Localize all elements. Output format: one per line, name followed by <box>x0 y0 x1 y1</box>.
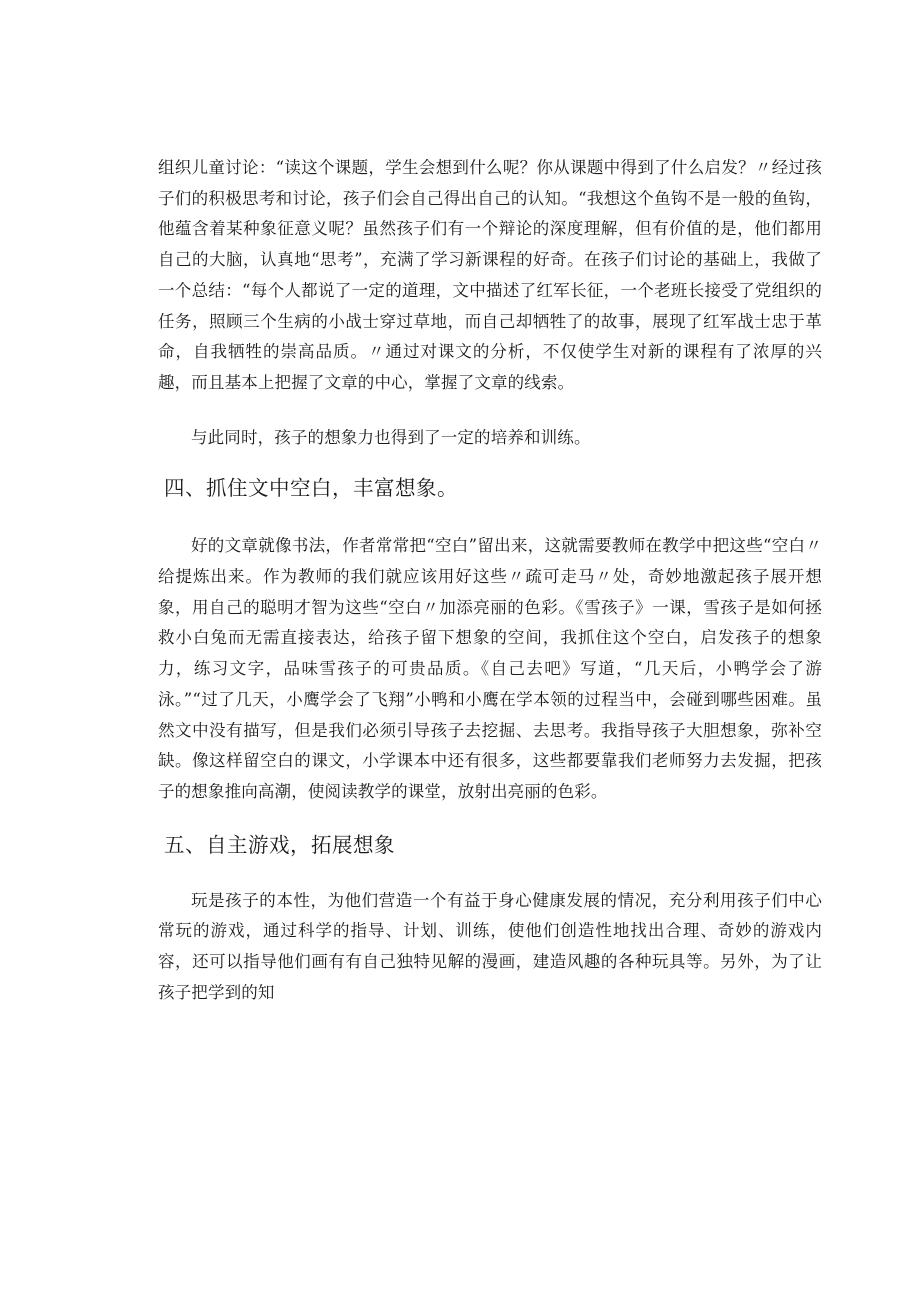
paragraph-discussion-summary: 组织儿童讨论：“读这个课题，学生会想到什么呢？你从课题中得到了什么启发？〃经过孩子们的积极思考和讨论，孩子们会自己得出自己的认知。“我想这个鱼钩不是一般的鱼钩，他蕴含着某种象征意义呢？虽然孩子们有一个辩论的深度理解，但有价值的是，他们都用自己的大脑，认真地“思考”，充满了学习新课程的好奇。在孩子们讨论的基础上，我做了一个总结：“每个人都说了一定的道理，文中描述了红军长征，一个老班长接受了党组织的任务，照顾三个生病的小战士穿过草地，而自己却牺牲了的故事，展现了红军战士忠于革命，自我牺牲的崇高品质。〃通过对课文的分析，不仅使学生对新的课程有了浓厚的兴趣，而且基本上把握了文章的中心，掌握了文章的线索。 <box>158 158 822 392</box>
section-heading-five: 五、自主游戏，拓展想象 <box>164 832 395 857</box>
section-heading-four: 四、抓住文中空白，丰富想象。 <box>164 476 458 501</box>
paragraph-games: 玩是孩子的本性，为他们营造一个有益于身心健康发展的情况，充分利用孩子们中心常玩的游戏，通过科学的指导、计划、训练，使他们创造性地找出合理、奇妙的游戏内容，还可以指导他们画有有自己独特见解的漫画，建造风趣的各种玩具等。另外，为了让孩子把学到的知 <box>158 890 822 1002</box>
paragraph-imagination-training: 与此同时，孩子的想象力也得到了一定的培养和训练。 <box>191 427 591 447</box>
document-body <box>158 153 822 1030</box>
paragraph-blank-space: 好的文章就像书法，作者常常把“空白”留出来，这就需要教师在教学中把这些“空白〃给提炼出来。作为教师的我们就应该用好这些〃疏可走马〃处，奇妙地激起孩子展开想象，用自己的聪明才智为这些“空白〃加添亮丽的色彩。《雪孩子》一课，雪孩子是如何拯救小白兔而无需直接表达，给孩子留下想象的空间，我抓住这个空白，启发孩子的想象力，练习文字，品味雪孩子的可贵品质。《自己去吧》写道，“几天后，小鸭学会了游泳。”“过了几天，小鹰学会了飞翔”小鸭和小鹰在学本领的过程当中，会碰到哪些困难。虽然文中没有描写，但是我们必须引导孩子去挖掘、去思考。我指导孩子大胆想象，弥补空缺。像这样留空白的课文，小学课本中还有很多，这些都要靠我们老师努力去发掘，把孩子的想象推向高潮，使阅读教学的课堂，放射出亮丽的色彩。 <box>158 536 822 801</box>
